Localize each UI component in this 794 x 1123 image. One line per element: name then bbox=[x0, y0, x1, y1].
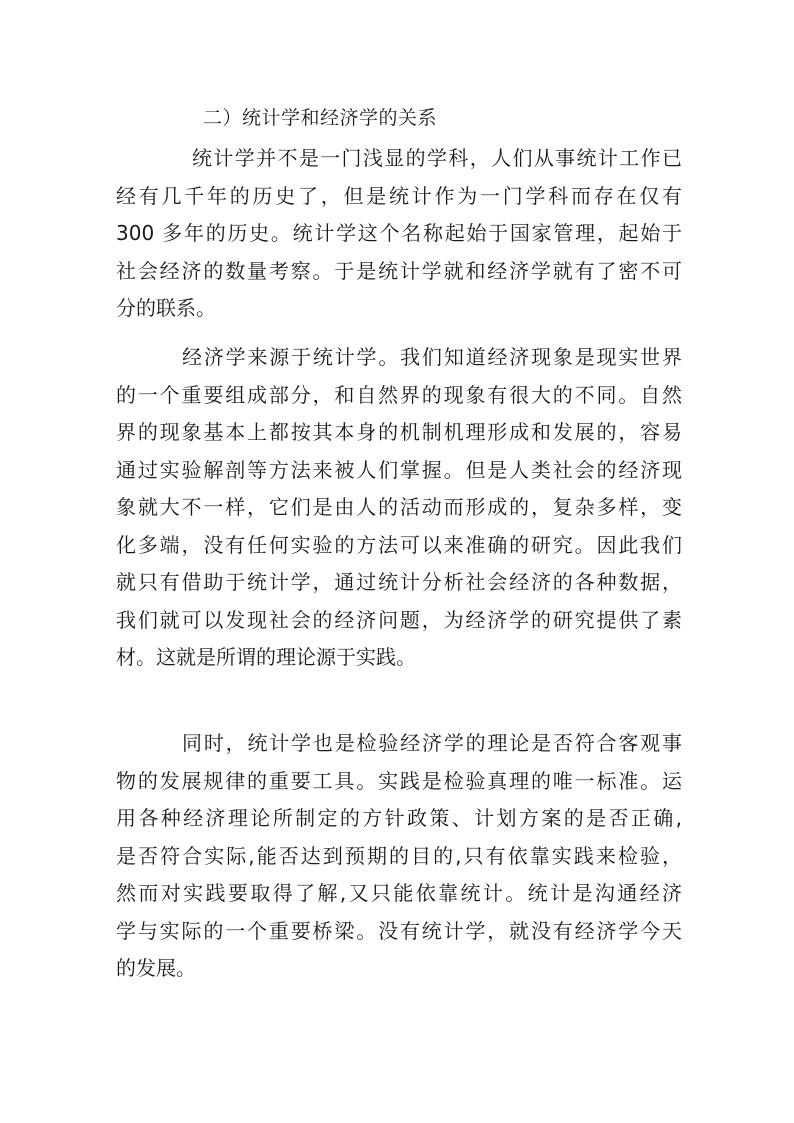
paragraph-line: 经有几千年的历史了，但是统计作为一门学科而存在仅有 bbox=[116, 183, 682, 208]
paragraph-line: 的发展。 bbox=[116, 956, 196, 980]
paragraph-line: 界的现象基本上都按其本身的机制机理形成和发展的，容易 bbox=[116, 420, 682, 444]
paragraph-line: 300 多年的历史。统计学这个名称起始于国家管理，起始于 bbox=[116, 221, 682, 245]
paragraph-3 bbox=[116, 725, 682, 988]
paragraph-line: 分的联系。 bbox=[116, 296, 216, 320]
paragraph-1 bbox=[116, 140, 682, 328]
paragraph-line: 象就大不一样，它们是由人的活动而形成的，复杂多样，变 bbox=[116, 495, 682, 519]
paragraph-line: 用各种经济理论所制定的方针政策、计划方案的是否正确, bbox=[116, 806, 682, 830]
paragraph-line: 社会经济的数量考察。于是统计学就和经济学就有了密不可 bbox=[116, 258, 682, 283]
paragraph-line: 化多端，没有任何实验的方法可以来准确的研究。因此我们 bbox=[116, 532, 682, 557]
paragraph-line: 统计学并不是一门浅显的学科，人们从事统计工作已 bbox=[192, 146, 682, 170]
paragraph-line: 是否符合实际,能否达到预期的目的,只有依靠实践来检验， bbox=[116, 843, 682, 868]
paragraph-line: 然而对实践要取得了解,又只能依靠统计。统计是沟通经济 bbox=[116, 881, 682, 905]
paragraph-line: 的一个重要组成部分，和自然界的现象有很大的不同。自然 bbox=[116, 382, 682, 407]
paragraph-2 bbox=[116, 339, 682, 677]
paragraph-line: 同时，统计学也是检验经济学的理论是否符合客观事 bbox=[182, 731, 682, 755]
section-heading: 二）统计学和经济学的关系 bbox=[203, 107, 438, 129]
paragraph-line: 物的发展规律的重要工具。实践是检验真理的唯一标准。运 bbox=[116, 768, 682, 793]
paragraph-line: 就只有借助于统计学，通过统计分析社会经济的各种数据， bbox=[116, 570, 682, 594]
paragraph-line: 学与实际的一个重要桥梁。没有统计学，就没有经济学今天 bbox=[116, 918, 682, 943]
paragraph-line: 通过实验解剖等方法来被人们掌握。但是人类社会的经济现 bbox=[116, 457, 682, 482]
paragraph-line: 我们就可以发现社会的经济问题，为经济学的研究提供了素 bbox=[116, 607, 682, 632]
paragraph-line: 经济学来源于统计学。我们知道经济现象是现实世界 bbox=[182, 345, 682, 369]
paragraph-line: 材。这就是所谓的理论源于实践。 bbox=[116, 645, 416, 669]
